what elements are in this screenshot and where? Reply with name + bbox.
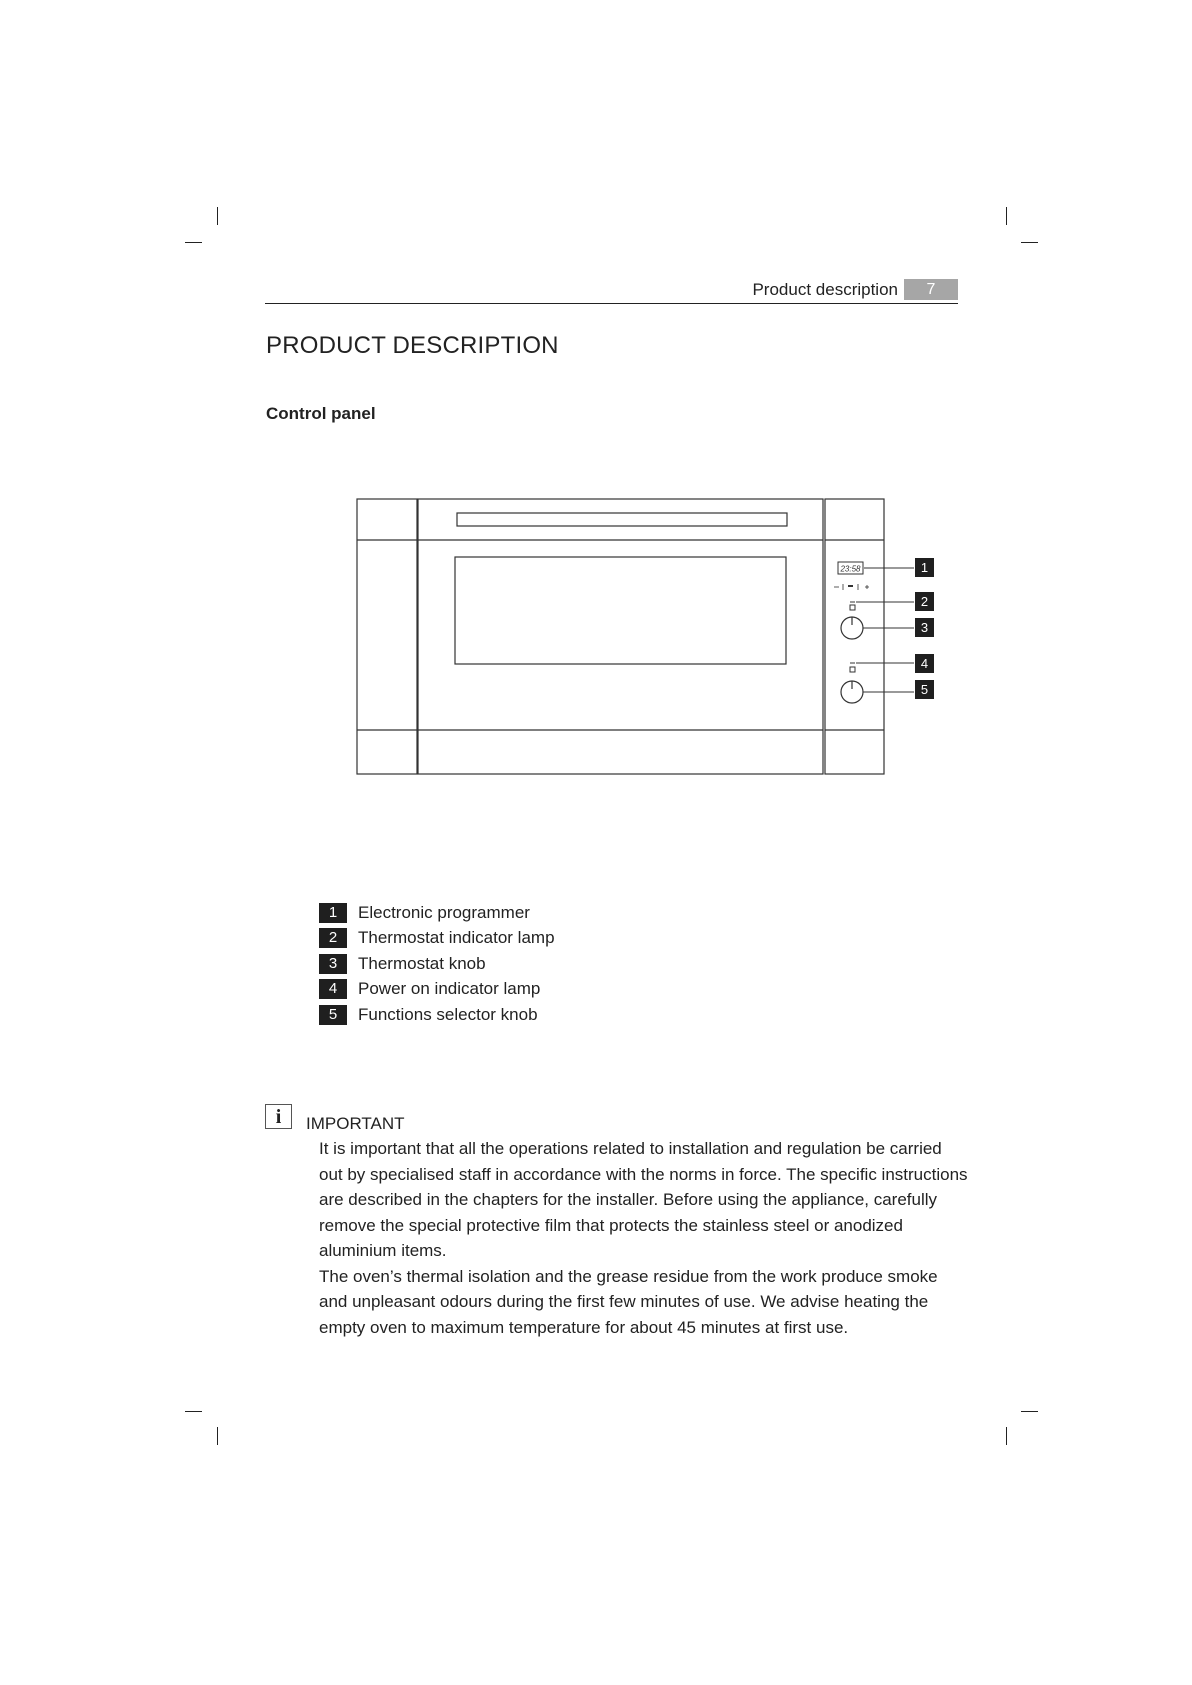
functions-knob <box>841 681 863 703</box>
legend-number: 2 <box>319 928 347 948</box>
crop-mark <box>1021 242 1038 243</box>
crop-mark <box>1021 1411 1038 1412</box>
oven-door-handle <box>457 513 787 526</box>
header-section-title: Product description <box>752 280 898 299</box>
legend-item <box>319 900 555 926</box>
legend-label: Thermostat knob <box>358 953 486 973</box>
running-header <box>265 276 958 304</box>
crop-mark <box>217 207 218 225</box>
important-body <box>319 1136 969 1340</box>
crop-mark <box>217 1427 218 1445</box>
info-icon-glyph: i <box>275 1106 282 1128</box>
important-heading: IMPORTANT <box>306 1114 405 1133</box>
svg-text:4: 4 <box>920 656 929 671</box>
important-paragraph: It is important that all the operations related to installation and regulation be carried out by specialised staff in accordance with the norms in force. The specific instructions are described in the chapters for the installer. Before using the appliance, carefully remove the special protective film that protects the stainless steel or anodized aluminium items. <box>319 1139 968 1260</box>
crop-mark <box>1006 207 1007 225</box>
crop-mark <box>1006 1427 1007 1445</box>
svg-text:1: 1 <box>920 560 929 575</box>
power-lamp <box>850 667 855 672</box>
legend-label: Electronic programmer <box>358 902 530 922</box>
thermostat-lamp <box>850 605 855 610</box>
programmer-buttons <box>834 584 869 590</box>
callout-4 <box>915 654 934 673</box>
crop-mark <box>185 242 202 243</box>
programmer-display <box>838 562 863 574</box>
legend-item <box>319 1002 555 1028</box>
page-number-badge: 7 <box>904 279 958 300</box>
callout-5 <box>915 680 934 699</box>
legend-number: 5 <box>319 1005 347 1025</box>
legend-label: Functions selector knob <box>358 1004 538 1024</box>
legend-number: 1 <box>319 903 347 923</box>
callout-2 <box>915 592 934 611</box>
page-title: PRODUCT DESCRIPTION <box>266 332 559 359</box>
section-title: Control panel <box>266 404 376 423</box>
callout-3 <box>915 618 934 637</box>
control-panel-diagram <box>350 490 950 780</box>
legend-item <box>319 951 555 977</box>
legend-item <box>319 926 555 952</box>
important-paragraph: The oven’s thermal isolation and the grease residue from the work produce smoke and unpleasant odours during the first few minutes of use. We advise heating the empty oven to maximum temperature for about 45 minutes at first use. <box>319 1266 938 1337</box>
component-legend <box>319 900 555 1028</box>
info-icon <box>265 1104 292 1129</box>
legend-number: 3 <box>319 954 347 974</box>
svg-text:3: 3 <box>920 620 929 635</box>
legend-label: Power on indicator lamp <box>358 979 541 999</box>
crop-mark <box>185 1411 202 1412</box>
legend-number: 4 <box>319 979 347 999</box>
svg-text:5: 5 <box>920 682 929 697</box>
programmer-time: 23:58 <box>840 564 861 574</box>
legend-label: Thermostat indicator lamp <box>358 928 555 948</box>
thermostat-knob <box>841 617 863 639</box>
svg-text:2: 2 <box>920 594 929 609</box>
legend-item <box>319 977 555 1003</box>
callout-1 <box>915 558 934 577</box>
oven-window <box>455 557 786 664</box>
